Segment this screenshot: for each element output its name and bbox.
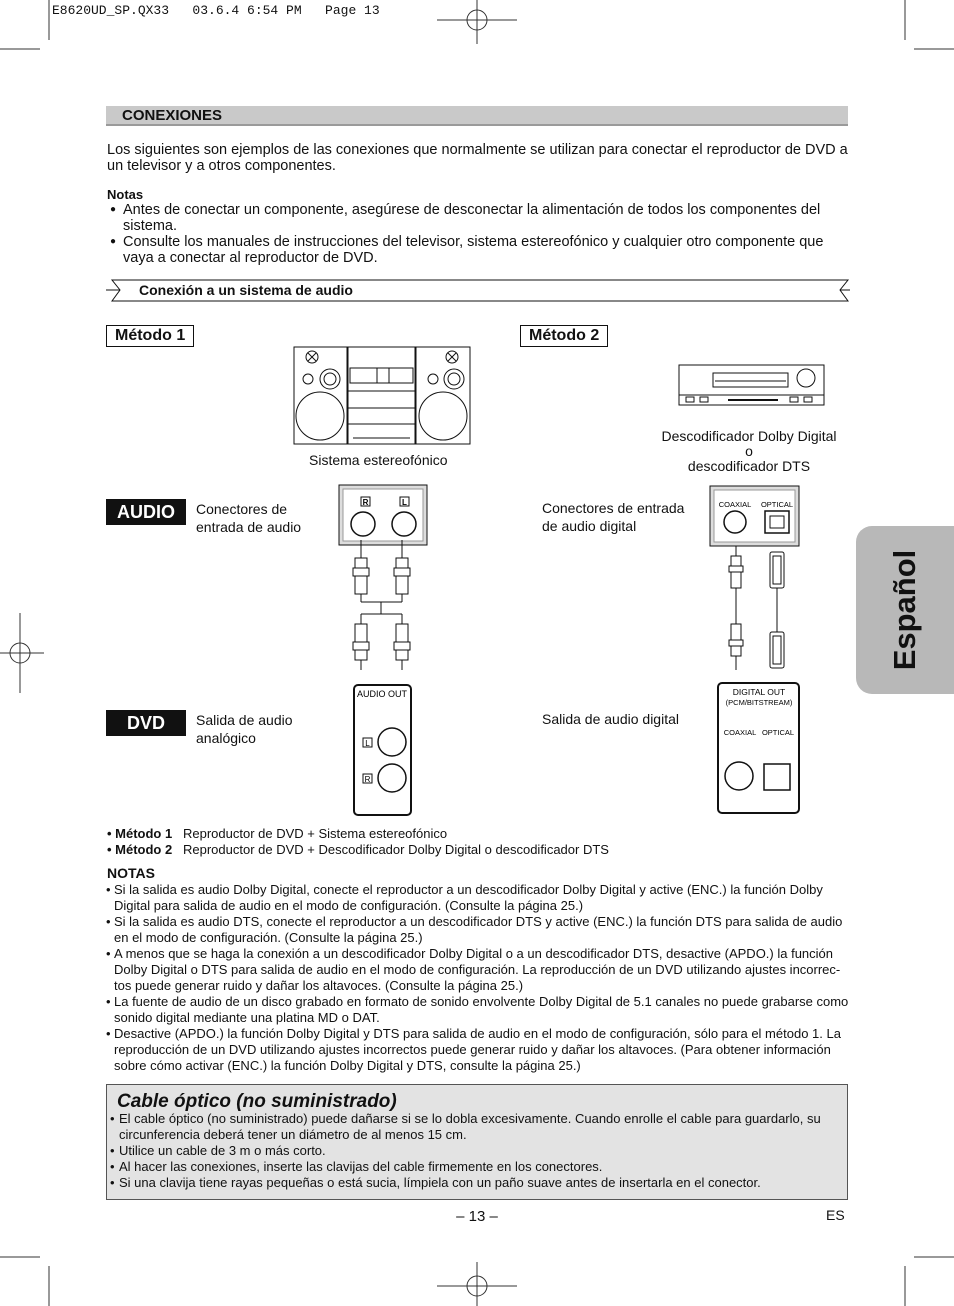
page-number: – 13 – (456, 1208, 498, 1225)
method-summary-row (107, 842, 609, 858)
audio-in-label (196, 500, 301, 536)
notes-list (107, 202, 855, 266)
analog-out-label-line: analógico (196, 730, 256, 746)
panel-optical-out-label: OPTICAL (761, 728, 795, 737)
optical-title: Cable óptico (no suministrado) (117, 1091, 397, 1112)
optical-note-item: • Si una clavija tiene rayas pequeñas o está sucia, límpiela con un paño suave antes de insertarla en el conector. (109, 1175, 844, 1191)
digital-out-label: Salida de audio digital (542, 711, 679, 727)
section-header (106, 106, 848, 126)
note-item: ● Antes de conectar un componente, asegúrese de desconectar la alimentación de todos los componentes del sistema. (107, 202, 855, 234)
panel-digital-out-label: DIGITAL OUT (732, 687, 786, 697)
side-tab-label: Español (887, 549, 922, 671)
decoder-label-line: descodificador DTS (687, 458, 811, 474)
decoder-illustration (678, 364, 826, 408)
language-side-tab (856, 526, 954, 694)
digital-in-label (542, 499, 684, 535)
stereo-label: Sistema estereofónico (309, 452, 448, 468)
method1-label: Método 1 (106, 325, 194, 347)
panel-l-label: L (402, 498, 407, 507)
panel-r-out-label: R (364, 775, 371, 784)
optical-note-item: • El cable óptico (no suministrado) puede dañarse si se lo dobla excesivamente. Cuando enrolle el cable para guardarlo, su circunferencia deberá tener un diámetro de al menos 15 cm. (109, 1111, 844, 1143)
notes-heading: Notas (107, 187, 144, 202)
audio-in-label-line: Conectores de (196, 501, 288, 517)
decoder-label-line: o (745, 443, 753, 459)
method-key: • Método 2 (107, 842, 173, 857)
audio-tag: AUDIO (106, 499, 186, 525)
method2-label: Método 2 (520, 325, 608, 347)
digital-in-label-line: de audio digital (542, 518, 637, 534)
panel-optical-label: OPTICAL (760, 500, 794, 509)
notas-item: • Desactive (APDO.) la función Dolby Digital y DTS para salida de audio en el modo de configuración, sólo para el método 1. La reproducción de un DVD utilizando ajustes incorrectos puede generar ruido y dañar los altavoces. (Para obtener información sobre cómo activar (ENC.) la función Dolby Digital y DTS, consulte la página 25.) (106, 1026, 854, 1074)
optical-notes-list (109, 1111, 844, 1191)
subsection-title: Conexión a un sistema de audio (139, 282, 353, 298)
method-text: Reproductor de DVD + Descodificador Dolby Digital o descodificador DTS (183, 842, 609, 857)
panel-digital-out-sub-label: (PCM/BITSTREAM) (725, 698, 793, 707)
analog-out-label-line: Salida de audio (196, 712, 293, 728)
optical-note-item: • Utilice un cable de 3 m o más corto. (109, 1143, 844, 1159)
notas-list (106, 882, 854, 1074)
decoder-label-line: Descodificador Dolby Digital (661, 428, 837, 444)
digital-in-label-line: Conectores de entrada (542, 500, 685, 516)
analog-out-label (196, 711, 293, 747)
decoder-label (640, 429, 858, 474)
audio-in-label-line: entrada de audio (196, 519, 302, 535)
language-code: ES (826, 1207, 845, 1223)
method-summary (107, 826, 609, 858)
panel-audio-out-label: AUDIO OUT (356, 689, 408, 699)
note-item: ● Consulte los manuales de instrucciones del televisor, sistema estereofónico y cualquier otro componente que vaya a conectar al reproductor de DVD. (107, 234, 855, 266)
stereo-system-illustration (293, 346, 472, 446)
method-key: • Método 1 (107, 826, 173, 841)
digital-connection-diagram (707, 484, 803, 819)
section-title: CONEXIONES (122, 107, 223, 124)
dvd-tag: DVD (106, 710, 186, 736)
panel-r-label: R (362, 498, 369, 507)
optical-cable-box (106, 1084, 848, 1200)
panel-coaxial-out-label: COAXIAL (723, 728, 757, 737)
analog-connection-diagram (330, 484, 434, 819)
notas-item: • A menos que se haga la conexión a un descodificador Dolby Digital o a un descodificador DTS, desactive (APDO.) la función Dolby Digital o DTS para salida de audio en el modo de configuración. La reproducción de un DVD utilizando ajustes incorrec-tos puede generar ruido y dañar los altavoces. (Consulte la página 25.) (106, 946, 854, 994)
optical-note-item: • Al hacer las conexiones, inserte las clavijas del cable firmemente en los conectores. (109, 1159, 844, 1175)
method-text: Reproductor de DVD + Sistema estereofónico (183, 826, 448, 841)
print-header: E8620UD_SP.QX33 03.6.4 6:54 PM Page 13 (52, 3, 380, 18)
notas-item: • Si la salida es audio DTS, conecte el reproductor a un descodificador DTS y active (ENC.) la función DTS para salida de audio en el modo de configuración. (Consulte la página 25.) (106, 914, 854, 946)
panel-l-out-label: L (365, 739, 370, 748)
intro-paragraph: Los siguientes son ejemplos de las conexiones que normalmente se utilizan para conectar el reproductor de DVD a un televisor y a otros componentes. (107, 142, 848, 174)
notas-item: • Si la salida es audio Dolby Digital, conecte el reproductor a un descodificador Dolby Digital y active (ENC.) la función Dolby Digital para salida de audio en el modo de configuración. (Consulte la página 25.) (106, 882, 854, 914)
panel-coaxial-label: COAXIAL (718, 500, 752, 509)
method-summary-row (107, 826, 609, 842)
notas-heading: NOTAS (107, 865, 155, 881)
notas-item: • La fuente de audio de un disco grabado en formato de sonido envolvente Dolby Digital de 5.1 canales no puede grabarse como sonido digital mediante una platina MD o DAT. (106, 994, 854, 1026)
